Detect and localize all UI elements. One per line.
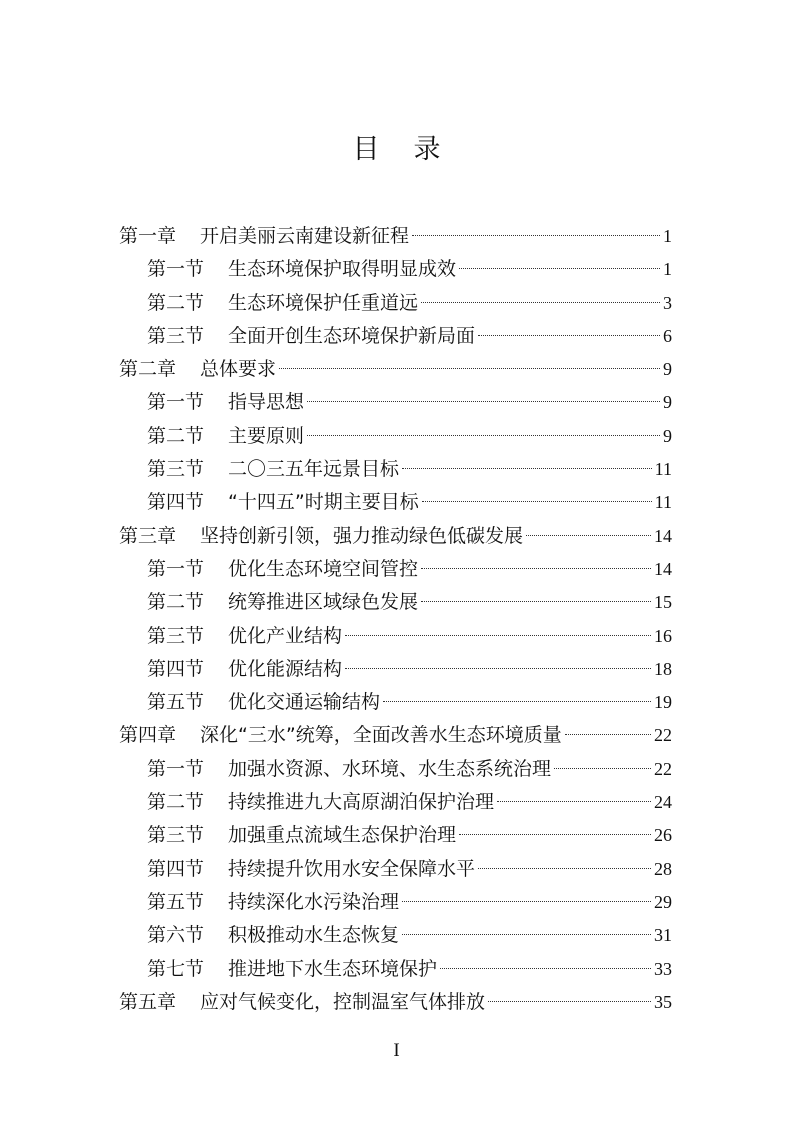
toc-entry-page: 15 [654,592,672,613]
toc-entry-label: 第五节 [147,890,205,913]
dot-leader [402,468,652,469]
toc-entry-page: 28 [654,858,672,879]
toc-entry-page: 22 [654,725,672,746]
toc-entry-page: 6 [663,325,672,346]
toc-section-row[interactable] [119,786,672,819]
toc-entry-label: 第二节 [147,591,205,614]
toc-entry-label: 第六节 [147,924,205,947]
toc-entry-title: 积极推动水生态恢复 [228,924,400,947]
toc-entry-label: 第三节 [147,624,205,647]
toc-entry-title: 优化能源结构 [228,657,343,680]
toc-entry-label: 第四节 [147,857,205,880]
dot-leader [345,668,651,669]
toc-chapter-row[interactable] [119,220,672,253]
toc-entry-title: 持续提升饮用水安全保障水平 [228,857,476,880]
toc-entry-page: 26 [654,825,672,846]
toc-entry-title: 深化“三水”统筹，全面改善水生态环境质量 [200,724,562,747]
toc-entry-page: 24 [654,792,672,813]
dot-leader [488,1001,651,1002]
toc-entry-label: 第一节 [147,757,205,780]
toc-section-row[interactable] [119,386,672,419]
toc-entry-title: 全面开创生态环境保护新局面 [228,324,476,347]
toc-entry-page: 1 [663,259,672,280]
toc-entry-title: 指导思想 [228,391,305,414]
toc-entry-label: 第二节 [147,791,205,814]
toc-entry-label: 第三节 [147,324,205,347]
toc-entry-page: 19 [654,692,672,713]
toc-entry-label: 第二节 [147,424,205,447]
dot-leader [307,435,660,436]
toc-chapter-row[interactable] [119,719,672,752]
dot-leader [497,801,651,802]
toc-entry-page: 11 [654,459,672,480]
dot-leader [421,601,651,602]
toc-entry-page: 18 [654,658,672,679]
toc-entry-page: 1 [663,226,672,246]
toc-entry-label: 第二节 [147,291,205,314]
toc-entry-title: 总体要求 [200,358,277,381]
toc-entry-title: 加强重点流域生态保护治理 [228,824,457,847]
toc-entry-page: 14 [654,558,672,579]
toc-chapter-row[interactable] [119,520,672,553]
toc-entry-title: 持续深化水污染治理 [228,890,400,913]
page-title: 目录 [352,134,475,165]
toc-entry-label: 第四节 [147,657,205,680]
toc-section-row[interactable] [119,320,672,353]
toc-entry-title: 二〇三五年远景目标 [228,458,400,481]
toc-section-row[interactable] [119,553,672,586]
toc-entry-title: 应对气候变化，控制温室气体排放 [200,990,486,1013]
dot-leader [478,335,660,336]
toc-section-row[interactable] [119,486,672,519]
toc-entry-title: 生态环境保护任重道远 [228,291,419,314]
toc-entry-label: 第二章 [119,358,177,381]
toc-entry-title: 加强水资源、水环境、水生态系统治理 [228,757,552,780]
dot-leader [459,268,660,269]
dot-leader [565,734,651,735]
dot-leader [383,701,651,702]
toc-entry-label: 第一节 [147,391,205,414]
dot-leader [412,235,660,236]
toc-section-row[interactable] [119,653,672,686]
dot-leader [421,302,660,303]
dot-leader [526,535,651,536]
toc-section-row[interactable] [119,287,672,320]
toc-section-row[interactable] [119,253,672,286]
toc-entry-title: 开启美丽云南建设新征程 [200,225,410,247]
dot-leader [402,901,651,902]
toc-entry-title: 优化产业结构 [228,624,343,647]
toc-entry-label: 第四节 [147,491,205,514]
toc-entry-label: 第四章 [119,724,177,747]
toc-entry-page: 22 [654,758,672,779]
dot-leader [422,501,652,502]
toc-entry-label: 第三章 [119,524,177,547]
toc-section-row[interactable] [119,620,672,653]
toc-entry-title: 持续推进九大高原湖泊保护治理 [228,791,495,814]
toc-section-row[interactable] [119,753,672,786]
toc-entry-label: 第五节 [147,691,205,714]
toc-entry-label: 第五章 [119,990,177,1013]
toc-entry-label: 第七节 [147,957,205,980]
toc-section-row[interactable] [119,953,672,986]
dot-leader [421,568,651,569]
toc-entry-title: 坚持创新引领，强力推动绿色低碳发展 [200,524,524,547]
dot-leader [345,635,651,636]
toc-section-row[interactable] [119,686,672,719]
toc-entry-page: 16 [654,625,672,646]
toc-entry-page: 3 [663,292,672,313]
toc-entry-page: 9 [663,392,672,413]
toc-entry-page: 14 [654,525,672,546]
toc-section-row[interactable] [119,453,672,486]
toc-entry-page: 29 [654,891,672,912]
toc-entry-title: “十四五”时期主要目标 [228,491,419,514]
toc-entry-page: 35 [654,991,672,1012]
dot-leader [459,834,651,835]
dot-leader [440,968,651,969]
toc-entry-page: 31 [654,925,672,946]
toc-section-row[interactable] [119,919,672,952]
toc-section-row[interactable] [119,886,672,919]
toc-entry-page: 33 [654,958,672,979]
toc-section-row[interactable] [119,853,672,886]
toc-entry-title: 生态环境保护取得明显成效 [228,258,457,281]
table-of-contents [119,220,672,1019]
dot-leader [478,868,651,869]
toc-entry-label: 第一章 [119,225,177,247]
toc-entry-page: 11 [654,492,672,513]
toc-entry-title: 推进地下水生态环境保护 [228,957,438,980]
toc-entry-title: 统筹推进区域绿色发展 [228,591,419,614]
toc-entry-label: 第一节 [147,258,205,281]
toc-chapter-row[interactable] [119,986,672,1019]
toc-entry-page: 9 [663,359,672,380]
page-number: I [393,1040,400,1061]
toc-entry-label: 第一节 [147,557,205,580]
toc-entry-title: 主要原则 [228,424,305,447]
dot-leader [307,401,660,402]
toc-entry-label: 第三节 [147,824,205,847]
dot-leader [554,768,651,769]
toc-entry-title: 优化交通运输结构 [228,691,381,714]
toc-chapter-row[interactable] [119,353,672,386]
toc-section-row[interactable] [119,586,672,619]
toc-entry-label: 第三节 [147,458,205,481]
toc-entry-page: 9 [663,425,672,446]
toc-section-row[interactable] [119,819,672,852]
toc-entry-title: 优化生态环境空间管控 [228,557,419,580]
dot-leader [402,934,651,935]
dot-leader [279,368,660,369]
toc-section-row[interactable] [119,420,672,453]
